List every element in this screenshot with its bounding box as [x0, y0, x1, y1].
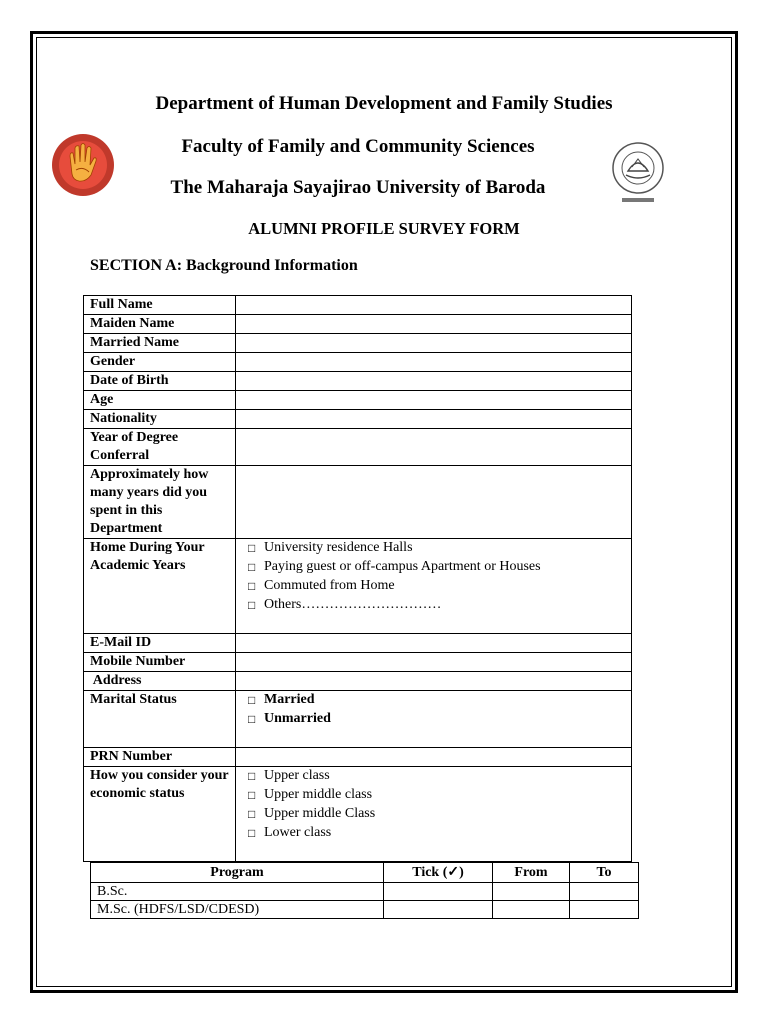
gender-field[interactable] [236, 353, 632, 372]
checkbox-icon[interactable]: □ [248, 788, 256, 802]
faculty-heading: Faculty of Family and Community Sciences [181, 136, 535, 157]
background-info-table [83, 295, 632, 862]
prn-field[interactable] [236, 748, 632, 767]
university-heading: The Maharaja Sayajirao University of Baroda [170, 177, 546, 198]
checkbox-icon[interactable]: □ [248, 807, 256, 821]
program-row-label: B.Sc. [91, 883, 384, 901]
nationality-label: Nationality [84, 410, 236, 429]
home-label: Home During Your Academic Years [84, 539, 236, 634]
maiden-name-label: Maiden Name [84, 315, 236, 334]
option-label: Married [264, 692, 315, 707]
section-title: SECTION A: Background Information [90, 257, 358, 274]
from-cell[interactable] [493, 883, 570, 901]
department-heading: Department of Human Development and Family Studies [155, 93, 613, 114]
tick-cell[interactable] [384, 901, 493, 919]
to-cell[interactable] [570, 883, 639, 901]
dob-field[interactable] [236, 372, 632, 391]
home-options [236, 539, 632, 634]
home-option[interactable] [242, 539, 625, 558]
full-name-label: Full Name [84, 296, 236, 315]
prn-label: PRN Number [84, 748, 236, 767]
from-cell[interactable] [493, 901, 570, 919]
home-option[interactable] [242, 577, 625, 596]
checkbox-icon[interactable]: □ [248, 712, 256, 726]
home-option[interactable] [242, 558, 625, 577]
option-label: Others………………………… [264, 597, 442, 612]
checkbox-icon[interactable]: □ [248, 598, 256, 612]
checkbox-icon[interactable]: □ [248, 560, 256, 574]
option-label: Upper middle Class [264, 806, 376, 821]
checkbox-icon[interactable]: □ [248, 769, 256, 783]
to-header: To [570, 863, 639, 883]
economic-label: How you consider your economic status [84, 767, 236, 862]
degree-year-field[interactable] [236, 429, 632, 466]
marital-options [236, 691, 632, 748]
marital-option[interactable] [242, 710, 625, 729]
gender-label: Gender [84, 353, 236, 372]
option-label: University residence Halls [264, 540, 413, 555]
checkbox-icon[interactable]: □ [248, 579, 256, 593]
option-label: Unmarried [264, 711, 331, 726]
mobile-field[interactable] [236, 653, 632, 672]
married-name-field[interactable] [236, 334, 632, 353]
full-name-field[interactable] [236, 296, 632, 315]
address-field[interactable] [236, 672, 632, 691]
option-label: Paying guest or off-campus Apartment or Houses [264, 559, 541, 574]
marital-option[interactable] [242, 691, 625, 710]
checkbox-icon[interactable]: □ [248, 693, 256, 707]
economic-options [236, 767, 632, 862]
economic-option[interactable] [242, 786, 625, 805]
years-spent-label: Approximately how many years did you spent in this Department [84, 466, 236, 539]
checkbox-icon[interactable]: □ [248, 541, 256, 555]
email-field[interactable] [236, 634, 632, 653]
married-name-label: Married Name [84, 334, 236, 353]
economic-option[interactable] [242, 767, 625, 786]
nationality-field[interactable] [236, 410, 632, 429]
program-table [90, 862, 639, 919]
to-cell[interactable] [570, 901, 639, 919]
economic-option[interactable] [242, 805, 625, 824]
marital-label: Marital Status [84, 691, 236, 748]
checkbox-icon[interactable]: □ [248, 826, 256, 840]
address-label: Address [84, 672, 236, 691]
option-label: Lower class [264, 825, 332, 840]
age-label: Age [84, 391, 236, 410]
option-label: Upper class [264, 768, 330, 783]
tick-cell[interactable] [384, 883, 493, 901]
from-header: From [493, 863, 570, 883]
email-label: E-Mail ID [84, 634, 236, 653]
maiden-name-field[interactable] [236, 315, 632, 334]
degree-year-label: Year of Degree Conferral [84, 429, 236, 466]
economic-option[interactable] [242, 824, 625, 843]
home-option[interactable] [242, 596, 625, 615]
option-label: Upper middle class [264, 787, 373, 802]
dob-label: Date of Birth [84, 372, 236, 391]
tick-header: Tick (✓) [384, 863, 493, 883]
years-spent-field[interactable] [236, 466, 632, 539]
program-row-label: M.Sc. (HDFS/LSD/CDESD) [91, 901, 384, 919]
program-header: Program [91, 863, 384, 883]
form-title: ALUMNI PROFILE SURVEY FORM [248, 219, 520, 238]
option-label: Commuted from Home [264, 578, 395, 593]
mobile-label: Mobile Number [84, 653, 236, 672]
age-field[interactable] [236, 391, 632, 410]
